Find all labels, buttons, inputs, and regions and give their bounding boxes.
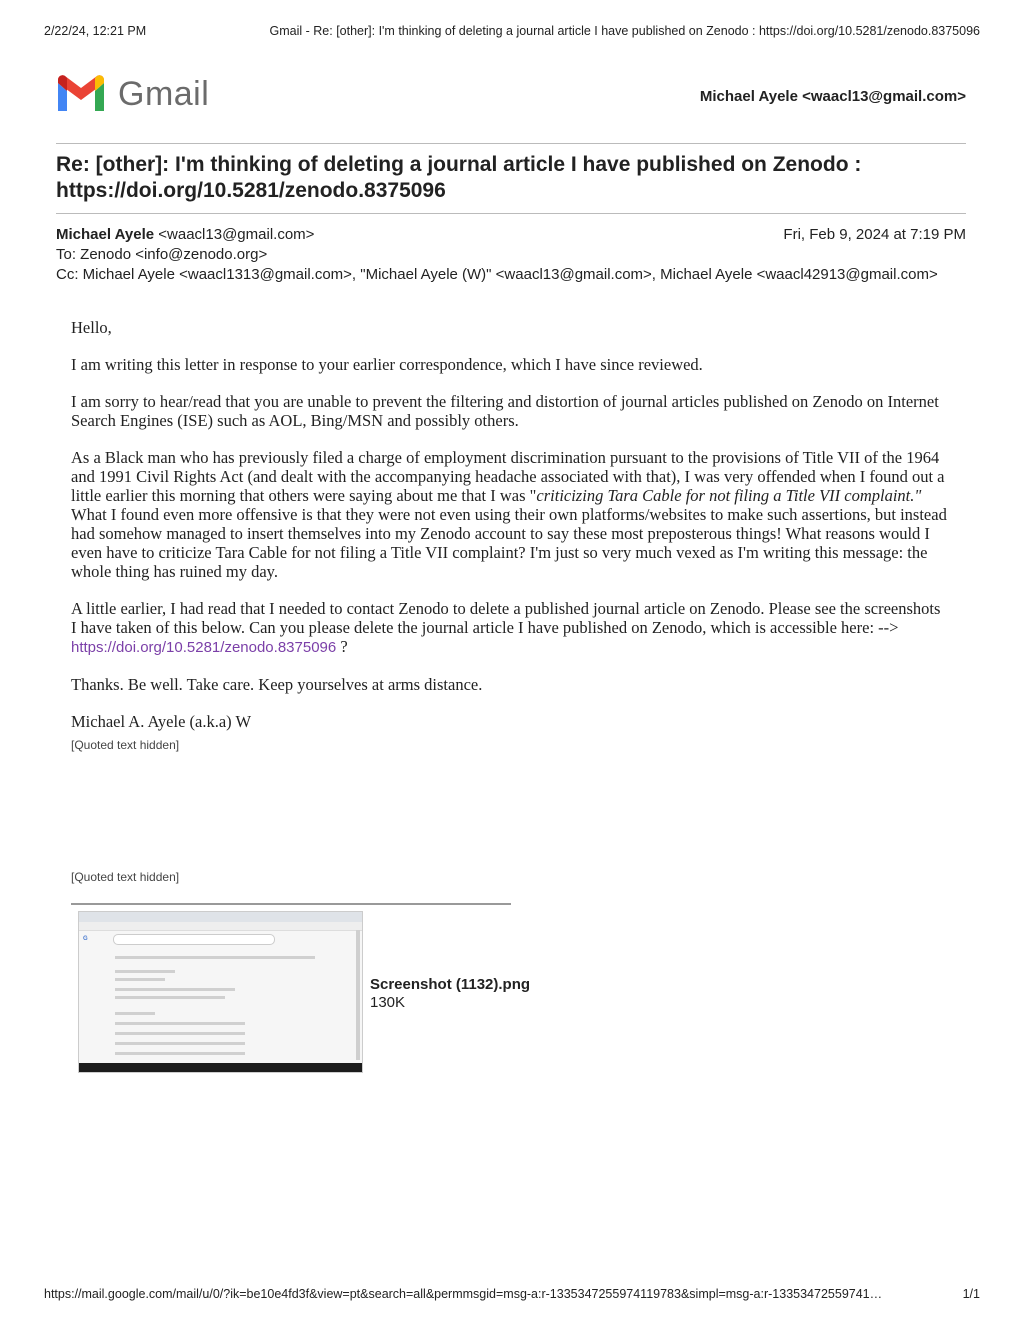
divider bbox=[56, 213, 966, 214]
attachment-size: 130K bbox=[370, 994, 406, 1011]
thumbnail-line bbox=[115, 970, 175, 973]
paragraph-3-text-b: What I found even more offensive is that they were not even using their own platforms/websites to make such assertions, but instead had somehow managed to insert themselves into my Zenodo account to say these most preposterous things! What reasons would I even have to criticize Tara Cable for not filing a Title VII complaint? I'm just so very much vexed as I'm writing this message: the whole thing has ruined my day. bbox=[71, 505, 947, 581]
thumbnail-line bbox=[115, 978, 165, 981]
thumbnail-addressbar bbox=[79, 922, 362, 931]
thumbnail-line bbox=[115, 988, 235, 991]
thumbnail-line bbox=[115, 1052, 245, 1055]
message-body bbox=[71, 318, 948, 749]
attachment-name[interactable]: Screenshot (1132).png bbox=[370, 976, 531, 993]
sender-name: Michael Ayele bbox=[56, 226, 155, 243]
divider bbox=[56, 143, 966, 144]
from-row bbox=[56, 225, 966, 245]
thumbnail-taskbar bbox=[79, 1063, 362, 1072]
print-footer bbox=[44, 1287, 980, 1301]
paragraph-4 bbox=[71, 599, 948, 657]
thumbnail-tabbar bbox=[79, 912, 362, 922]
attachment-divider bbox=[71, 903, 511, 905]
quoted-text-hidden[interactable]: [Quoted text hidden] bbox=[71, 738, 180, 752]
doi-link[interactable]: https://doi.org/10.5281/zenodo.8375096 bbox=[71, 639, 337, 656]
thumbnail-line bbox=[115, 1022, 245, 1025]
thumbnail-line bbox=[115, 1042, 245, 1045]
attachment-info bbox=[370, 976, 530, 1012]
thumbnail-line bbox=[115, 956, 315, 959]
paragraph-5: Thanks. Be well. Take care. Keep yourselves at arms distance. bbox=[71, 675, 483, 694]
paragraph-3-text-a: As a Black man who has previously filed a charge of employment discrimination pursuant to the provisions of Title VII of the 1964 and 1991 Civil Rights Act (and dealt with the accompanying headache associated with that), I was very offended when I found out a little earlier this morning that others were saying about me that I was " bbox=[71, 448, 945, 505]
thumbnail-line bbox=[115, 1012, 155, 1015]
print-header bbox=[44, 24, 980, 38]
paragraph-4-text-b: ? bbox=[336, 637, 348, 656]
thumbnail-searchbox bbox=[113, 934, 275, 945]
greeting: Hello, bbox=[71, 318, 112, 337]
paragraph-2: I am sorry to hear/read that you are unable to prevent the filtering and distortion of journal articles published on Zenodo on Internet Search Engines (ISE) such as AOL, Bing/MSN and possibly others. bbox=[71, 392, 939, 430]
from bbox=[56, 225, 314, 245]
page-number: 1/1 bbox=[962, 1287, 980, 1301]
thumbnail-logo: G bbox=[83, 936, 88, 942]
paragraph-3 bbox=[71, 448, 948, 581]
print-url: https://mail.google.com/mail/u/0/?ik=be10e4fd3f&view=pt&search=all&permmsgid=msg-a:r-1335347255974119783&simpl=msg-a:r-13353472559741… bbox=[44, 1287, 883, 1301]
thread-subject: Re: [other]: I'm thinking of deleting a journal article I have published on Zenodo : https://doi.org/10.5281/zenodo.8375096 bbox=[56, 153, 862, 202]
attachment-thumbnail[interactable] bbox=[78, 911, 363, 1073]
thumbnail-line bbox=[115, 1032, 245, 1035]
thumbnail-line bbox=[115, 996, 225, 999]
sender-email: <waacl13@gmail.com> bbox=[158, 226, 315, 243]
gmail-m-icon bbox=[56, 75, 106, 113]
to-line: To: Zenodo <info@zenodo.org> bbox=[56, 246, 268, 263]
quoted-text-hidden[interactable]: [Quoted text hidden] bbox=[71, 870, 180, 884]
cc-line: Cc: Michael Ayele <waacl1313@gmail.com>, "Michael Ayele (W)" <waacl13@gmail.com>, Michael Ayele <waacl42913@gmail.com> bbox=[56, 266, 938, 283]
gmail-logo bbox=[56, 75, 209, 113]
message-date: Fri, Feb 9, 2024 at 7:19 PM bbox=[783, 226, 966, 243]
paragraph-4-text-a: A little earlier, I had read that I needed to contact Zenodo to delete a published journal article on Zenodo. Please see the screenshots I have taken of this below. Can you please delete the journal article I have published on Zenodo, which is accessible here: --> bbox=[71, 599, 941, 637]
print-page-title: Gmail - Re: [other]: I'm thinking of deleting a journal article I have published on Zenodo : https://doi.org/10.5281/zenodo.8375096 bbox=[269, 24, 980, 38]
thumbnail-scrollbar bbox=[356, 930, 360, 1060]
gmail-wordmark: Gmail bbox=[118, 74, 210, 113]
print-datetime: 2/22/24, 12:21 PM bbox=[44, 24, 147, 38]
signature: Michael A. Ayele (a.k.a) W bbox=[71, 712, 252, 731]
paragraph-1: I am writing this letter in response to your earlier correspondence, which I have since reviewed. bbox=[71, 355, 703, 374]
quoted-claim: criticizing Tara Cable for not filing a Title VII complaint." bbox=[536, 486, 922, 505]
account-label: Michael Ayele <waacl13@gmail.com> bbox=[699, 88, 966, 105]
message-header bbox=[56, 225, 966, 285]
